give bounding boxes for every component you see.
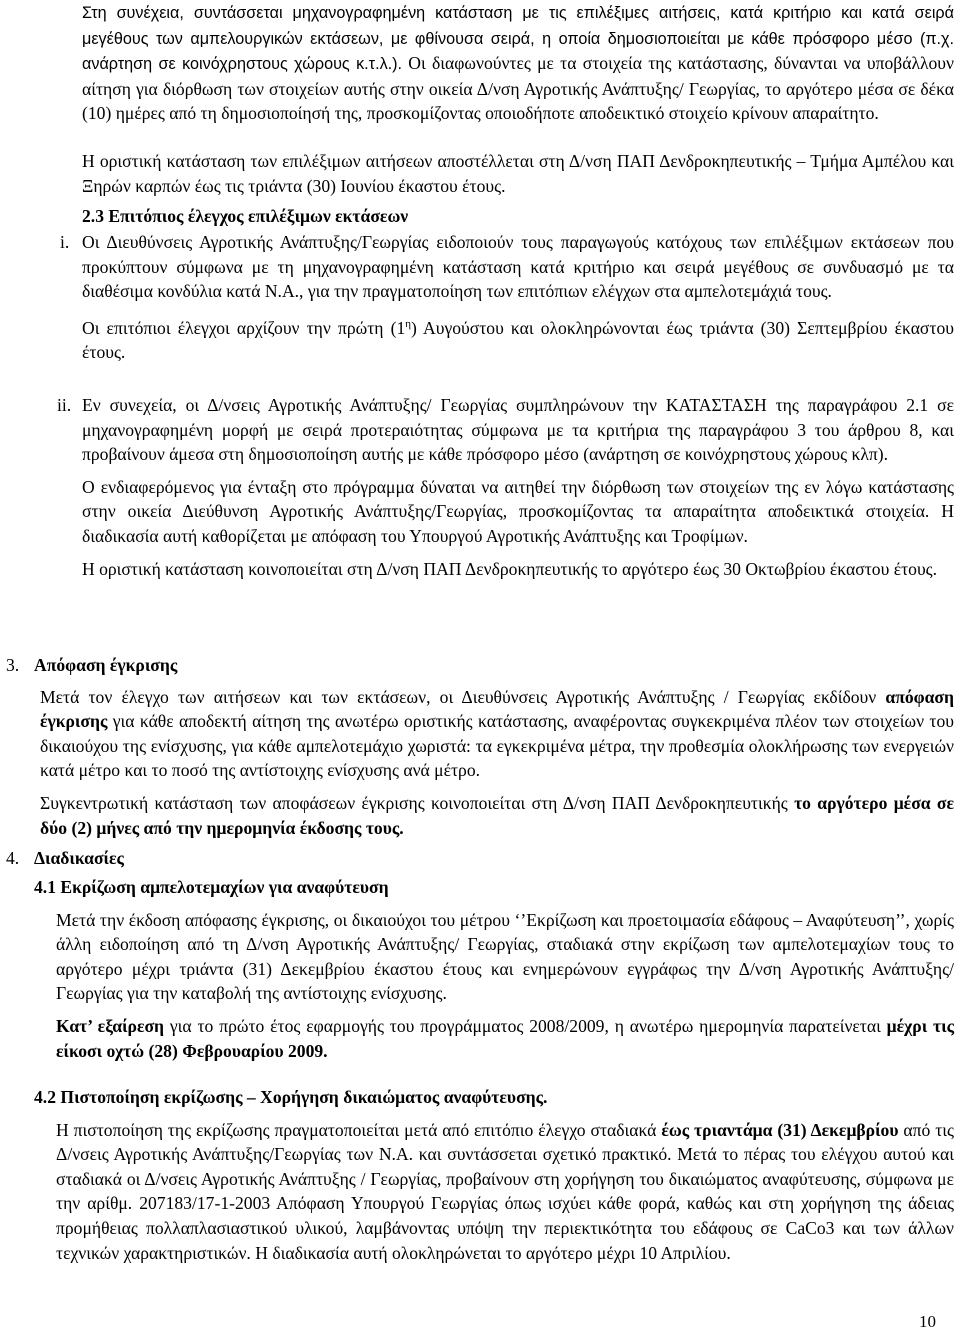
section-3-paragraph-1 [40, 685, 954, 783]
item-i-marker: i. [60, 232, 70, 252]
final-list-text: Η οριστική κατάσταση των επιλέξιμων αιτήσεων αποστέλλεται στη Δ/νση ΠΑΠ Δενδροκηπευτικής – Τμήμα Αμπέλου και Ξηρών καρπών έως τις τριάντα (30) Ιουνίου έκαστου έτους. [82, 151, 954, 196]
section-4-heading-row [6, 846, 954, 871]
item-ii-body [82, 393, 954, 581]
section-3-p1-bold: απόφαση έγκρισης [40, 686, 954, 732]
section-3-p2-bold: το αργότερο μέσα σε δύο (2) μήνες από την ημερομηνία έκδοσης τους. [40, 792, 954, 838]
section-3-number: 3. [6, 655, 20, 675]
section-4-1-p2-bold-1: Κατ’ εξαίρεση [56, 1015, 165, 1036]
section-3-p1-b: για κάθε αποδεκτή αίτηση της ανωτέρω οριστικής κατάστασης, αναφέροντας συγκεκριμένα πλέον των στοιχείων του δικαιούχου της ενίσχυσης, για κάθε αμπελοτεμάχιο χωριστά: τα εγκεκριμένα μέτρα, την προθεσμία ολοκλήρωσης των ενεργειών κατά μέτρο και το ποσό της αντίστοιχης ενίσχυσης ανά μέτρο. [40, 711, 954, 781]
section-4-1-p2-bold-2: μέχρι τις είκοσι οχτώ (28) Φεβρουαρίου 2009. [56, 1015, 954, 1061]
section-3-body [40, 685, 954, 841]
section-4 [6, 846, 954, 871]
item-i-followup-a: Οι επιτόπιοι έλεγχοι αρχίζουν την πρώτη (1 [82, 317, 406, 338]
item-ii-marker: ii. [57, 395, 72, 415]
item-i-followup-sup: η [405, 317, 412, 330]
section-4-2-heading: 4.2 Πιστοποίηση εκρίζωσης – Χορήγηση δικαιώματος αναφύτευσης. [34, 1087, 548, 1107]
section-2-3-block [82, 204, 954, 229]
section-4-1-heading: 4.1 Εκρίζωση αμπελοτεμαχίων για αναφύτευση [34, 877, 389, 897]
section-4-2-p1-b: από τις Δ/νσεις Αγροτικής Ανάπτυξης/Γεωργίας των Ν.Α. και συντάσσεται σχετικό πρακτικό. Μετά το πέρας του ελέγχου αυτού και σταδιακά οι Δ/νσεις Αγροτικής Ανάπτυξης / Γεωργίας, προβαίνουν στη χορήγηση του δικαιώματος αναφύτευσης, σύμφωνα με την αρίθμ. 207183/17-1-2003 Απόφαση Υπουργού Γεωργίας όπως ισχύει κάθε φορά, καθώς και στη χορήγηση της άδειας προμήθειας πολλαπλασιαστικού υλικού, λαμβάνοντας υπόψη την περιεκτικότητα του εδάφους σε CaCo3 και των άλλων τεχνικών χαρακτηριστικών. Η διαδικασία αυτή ολοκληρώνεται το αργότερο μέχρι 10 Απριλίου. [56, 1119, 955, 1263]
section-2-3-heading: 2.3 Επιτόπιος έλεγχος επιλέξιμων εκτάσεων [82, 206, 409, 226]
item-i-followup-b: ) Αυγούστου και ολοκληρώνονται έως τριάντα (30) Σεπτεμβρίου έκαστου έτους. [82, 317, 954, 363]
section-4-2-body [56, 1118, 954, 1266]
item-i-body [82, 230, 954, 365]
section-3-paragraph-2 [40, 791, 954, 840]
section-4-1-paragraph-2 [56, 1014, 954, 1063]
section-4-2-p1-bold: έως τριαντάμα (31) Δεκεμβρίου [661, 1119, 899, 1140]
section-4-1-p2-a: για το πρώτο έτος εφαρμογής του προγράμματος 2008/2009, η ανωτέρω ημερομηνία παρατείνεται [164, 1015, 887, 1036]
section-4-1-paragraph-1: Μετά την έκδοση απόφασης έγκρισης, οι δικαιούχοι του μέτρου ‘’Εκρίζωση και προετοιμασία εδάφους – Αναφύτευση’’, χωρίς άλλη ειδοποίηση από τη Δ/νση Αγροτικής Ανάπτυξης/ Γεωργίας, σταδιακά στην εκρίζωση των αμπελοτεμαχίων τους το αργότερο μέχρι τριάντα (31) Δεκεμβρίου έκαστου έτους και ενημερώνουν εγγράφως την Δ/νση Αγροτικής Ανάπτυξης/ Γεωργίας για την καταβολή της αντίστοιχης ενίσχυσης. [56, 909, 954, 1004]
item-ii-text: Εν συνεχεία, οι Δ/νσεις Αγροτικής Ανάπτυξης/ Γεωργίας συμπληρώνουν την ΚΑΤΑΣΤΑΣΗ της παραγράφου 2.1 σε μηχανογραφημένη μορφή με σειρά προτεραιότητας σύμφωνα με τα κριτήρια της παραγράφου 3 του άρθρου 8, και προβαίνουν άμεσα στη δημοσιοποίηση αυτής με κάθε πρόσφορο μέσο (ανάρτηση σε κοινόχρηστους χώρους κλπ). [82, 395, 954, 465]
section-3-heading-row [6, 653, 954, 678]
section-3 [6, 653, 954, 840]
item-i-text: Οι Διευθύνσεις Αγροτικής Ανάπτυξης/Γεωργίας ειδοποιούν τους παραγωγούς κατόχους των επιλέξιμων εκτάσεων που προκύπτουν σύμφωνα με τη μηχανογραφημένη κατάσταση κατά κριτήριο και σειρά μεγέθους σε συνδυασμό με τα διαθέσιμα κονδύλια κατά Ν.Α., για την πραγματοποίηση των επιτόπιων ελέγχων στα αμπελοτεμάχιά τους. [82, 232, 954, 302]
section-4-1 [34, 875, 954, 1063]
item-i-followup [82, 312, 954, 365]
intro-text-part2: Οι διαφωνούντες με τα στοιχεία της κατάστασης, δύνανται να υποβάλλουν αίτηση για διόρθωση των στοιχείων αυτής στην οικεία Δ/νση Αγροτικής Ανάπτυξης/ Γεωργίας, το αργότερο μέσα σε δέκα (10) ημέρες από τη δημοσιοποίησή της, προσκομίζοντας οποιοδήποτε αποδεικτικό στοιχείο κρίνουν απαραίτητο. [82, 53, 954, 124]
final-list-paragraph [82, 149, 954, 198]
item-ii-paragraph-2: Ο ενδιαφερόμενος για ένταξη στο πρόγραμμα δύναται να αιτηθεί την διόρθωση των στοιχείων της εν λόγω κατάστασης στην οικεία Διεύθυνση Αγροτικής Ανάπτυξης/Γεωργίας, προσκομίζοντας τα απαραίτητα αποδεικτικά στοιχεία. Η διαδικασία αυτή καθορίζεται με απόφαση του Υπουργού Αγροτικής Ανάπτυξης και Τροφίμων. [82, 476, 954, 546]
section-4-2-paragraph-1 [56, 1118, 954, 1266]
intro-paragraph [82, 0, 954, 126]
section-4-number: 4. [6, 848, 20, 868]
item-ii-paragraph-3: Η οριστική κατάσταση κοινοποιείται στη Δ/νση ΠΑΠ Δενδροκηπευτικής το αργότερο έως 30 Οκτωβρίου έκαστου έτους. [82, 558, 938, 579]
page-number: 10 [919, 1312, 936, 1331]
section-4-1-body [56, 908, 954, 1064]
intro-text-part1: Στη συνέχεια, συντάσσεται μηχανογραφημένη κατάσταση με τις επιλέξιμες αιτήσεις, κατά κριτήριο και κατά σειρά μεγέθους των αμπελουργικών εκτάσεων, με φθίνουσα σειρά, η οποία δημοσιοποιείται με κάθε πρόσφορο μέσο (π.χ. ανάρτηση σε κοινόχρηστους χώρους κ.τ.λ.). [82, 4, 954, 74]
section-4-2-p1-a: Η πιστοποίηση της εκρίζωσης πραγματοποιείται μετά από επιτόπιο έλεγχο σταδιακά [56, 1119, 662, 1140]
section-3-title: Απόφαση έγκρισης [34, 655, 178, 675]
section-3-p1-a: Μετά τον έλεγχο των αιτήσεων και των εκτάσεων, οι Διευθύνσεις Αγροτικής Ανάπτυξης / Γεωργίας εκδίδουν [40, 686, 886, 707]
section-3-p2-a: Συγκεντρωτική κατάσταση των αποφάσεων έγκρισης κοινοποιείται στη Δ/νση ΠΑΠ Δενδροκηπευτικής [40, 792, 795, 813]
section-4-title: Διαδικασίες [34, 848, 124, 868]
section-4-2 [34, 1085, 954, 1265]
